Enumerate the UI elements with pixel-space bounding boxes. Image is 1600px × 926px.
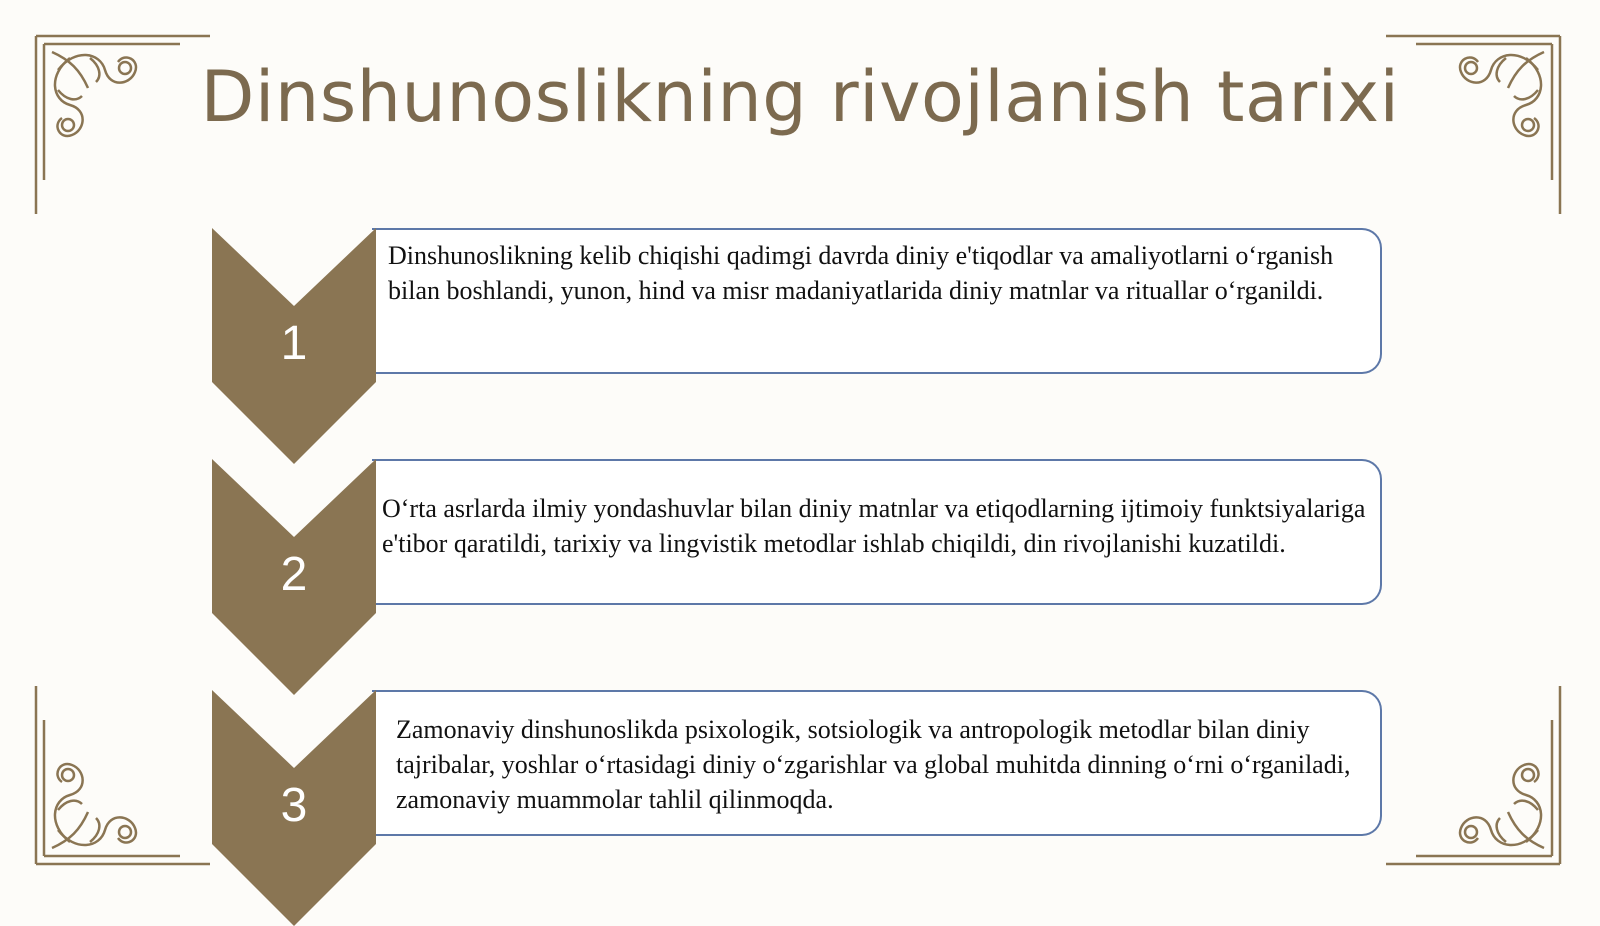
step-number: 3: [280, 779, 308, 832]
step-text: Dinshunoslikning kelib chiqishi qadimgi davrda diniy e'tiqodlar va amaliyotlarni o‘rganish bilan boshlandi, yunon, hind va misr madaniyatlarida diniy matnlar va rituallar o‘rganildi.: [388, 241, 1334, 305]
corner-ornament-top-left-icon: [30, 30, 220, 220]
step-text-box: [372, 228, 1382, 374]
step-number: 1: [280, 317, 308, 370]
timeline-step-2: [212, 459, 1388, 695]
corner-ornament-bottom-left-icon: [30, 680, 220, 870]
step-text: O‘rta asrlarda ilmiy yondashuvlar bilan diniy matnlar va etiqodlarning ijtimoiy funktsiyalariga e'tibor qaratildi, tarixiy va lingvistik metodlar ishlab chiqildi, din rivojlanishi kuzatildi.: [382, 494, 1366, 558]
step-text: Zamonaviy dinshunoslikda psixologik, sotsiologik va antropologik metodlar bilan diniy tajribalar, yoshlar o‘rtasidagi diniy o‘zgarishlar va global muhitda dinning o‘rni o‘rganiladi, zamonaviy muammolar tahlil qilinmoqda.: [396, 715, 1351, 814]
corner-ornament-bottom-right-icon: [1376, 680, 1566, 870]
step-text-box: [372, 690, 1382, 836]
step-number: 2: [280, 548, 308, 601]
timeline-step-3: [212, 690, 1388, 926]
corner-ornament-top-right-icon: [1376, 30, 1566, 220]
slide-title: Dinshunoslikning rivojlanish tarixi: [200, 56, 1400, 138]
step-text-box: [372, 459, 1382, 605]
timeline-step-1: [212, 228, 1388, 464]
